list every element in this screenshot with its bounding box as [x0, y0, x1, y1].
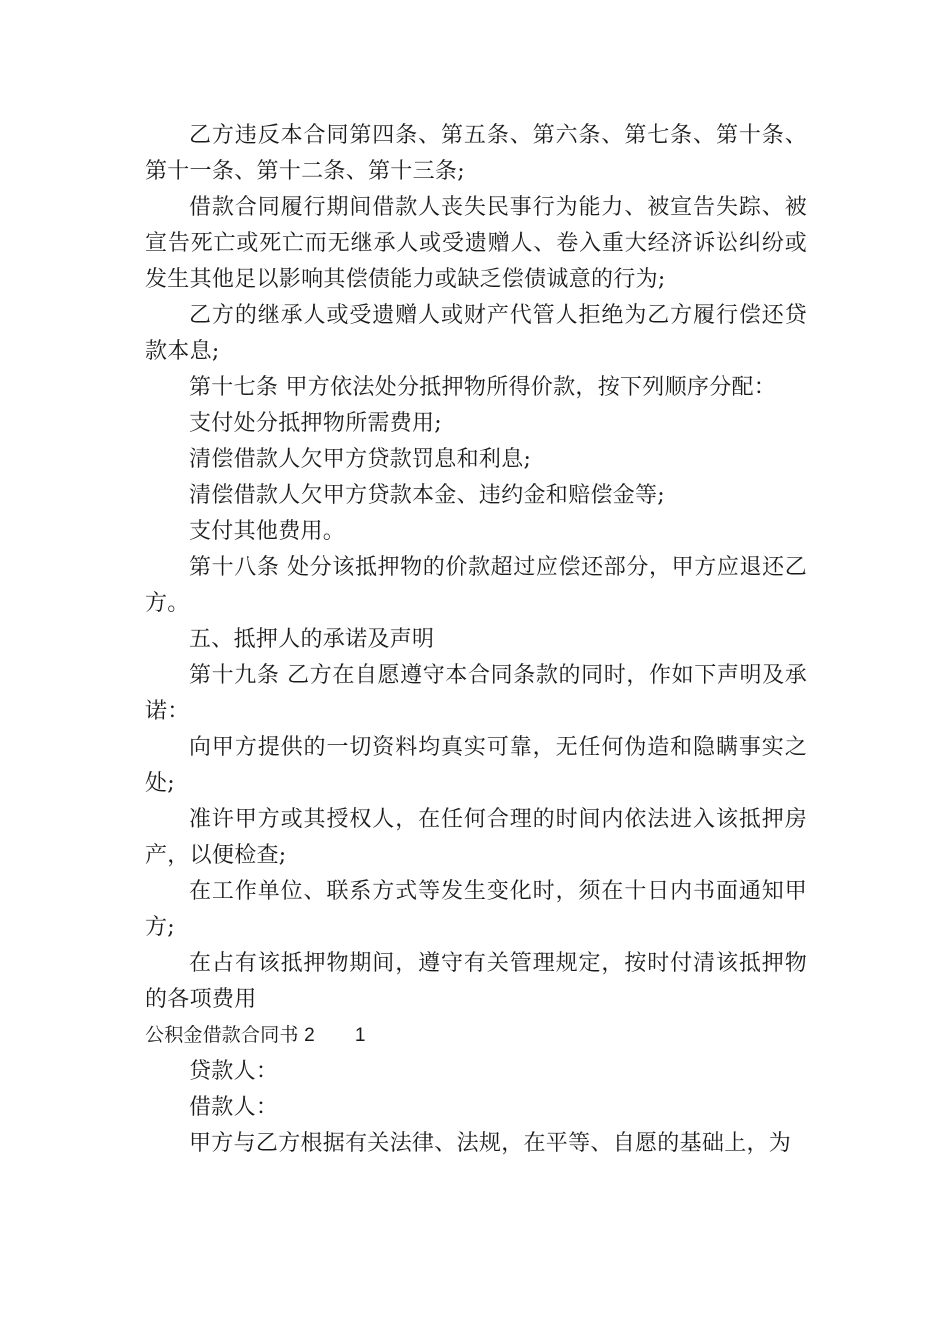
contract-heading	[145, 1018, 807, 1054]
article-18-paragraph: 第十八条 处分该抵押物的价款超过应偿还部分，甲方应退还乙方。	[145, 555, 807, 616]
paragraph: 向甲方提供的一切资料均真实可靠，无任何伪造和隐瞒事实之处;	[145, 735, 807, 796]
paragraph: 准许甲方或其授权人，在任何合理的时间内依法进入该抵押房产，以便检查;	[145, 807, 807, 868]
paragraph: 支付处分抵押物所需费用;	[189, 411, 443, 436]
paragraph: 在工作单位、联系方式等发生变化时，须在十日内书面通知甲方;	[145, 879, 807, 940]
lender-line: 贷款人：	[189, 1059, 279, 1084]
paragraph: 甲方与乙方根据有关法律、法规，在平等、自愿的基础上，为	[189, 1131, 792, 1156]
article-19-paragraph: 第十九条 乙方在自愿遵守本合同条款的同时，作如下声明及承诺：	[145, 663, 807, 724]
document-page	[145, 118, 807, 1162]
paragraph: 支付其他费用。	[189, 519, 346, 544]
article-17-paragraph: 第十七条 甲方依法处分抵押物所得价款，按下列顺序分配：	[189, 375, 777, 400]
borrower-line: 借款人：	[189, 1095, 279, 1120]
paragraph: 乙方的继承人或受遗赠人或财产代管人拒绝为乙方履行偿还贷款本息;	[145, 303, 807, 364]
heading-number: 1	[354, 1025, 366, 1046]
section-five-title: 五、抵押人的承诺及声明	[189, 627, 435, 652]
paragraph: 借款合同履行期间借款人丧失民事行为能力、被宣告失踪、被宣告死亡或死亡而无继承人或受遗赠人、卷入重大经济诉讼纠纷或发生其他足以影响其偿债能力或缺乏偿债诚意的行为;	[145, 195, 807, 292]
paragraph: 清偿借款人欠甲方贷款本金、违约金和赔偿金等;	[189, 483, 666, 508]
paragraph: 清偿借款人欠甲方贷款罚息和利息;	[189, 447, 532, 472]
paragraph: 在占有该抵押物期间，遵守有关管理规定，按时付清该抵押物的各项费用	[145, 951, 807, 1012]
contract-title: 公积金借款合同书 2	[145, 1025, 315, 1046]
paragraph: 乙方违反本合同第四条、第五条、第六条、第七条、第十条、第十一条、第十二条、第十三条;	[145, 123, 807, 184]
